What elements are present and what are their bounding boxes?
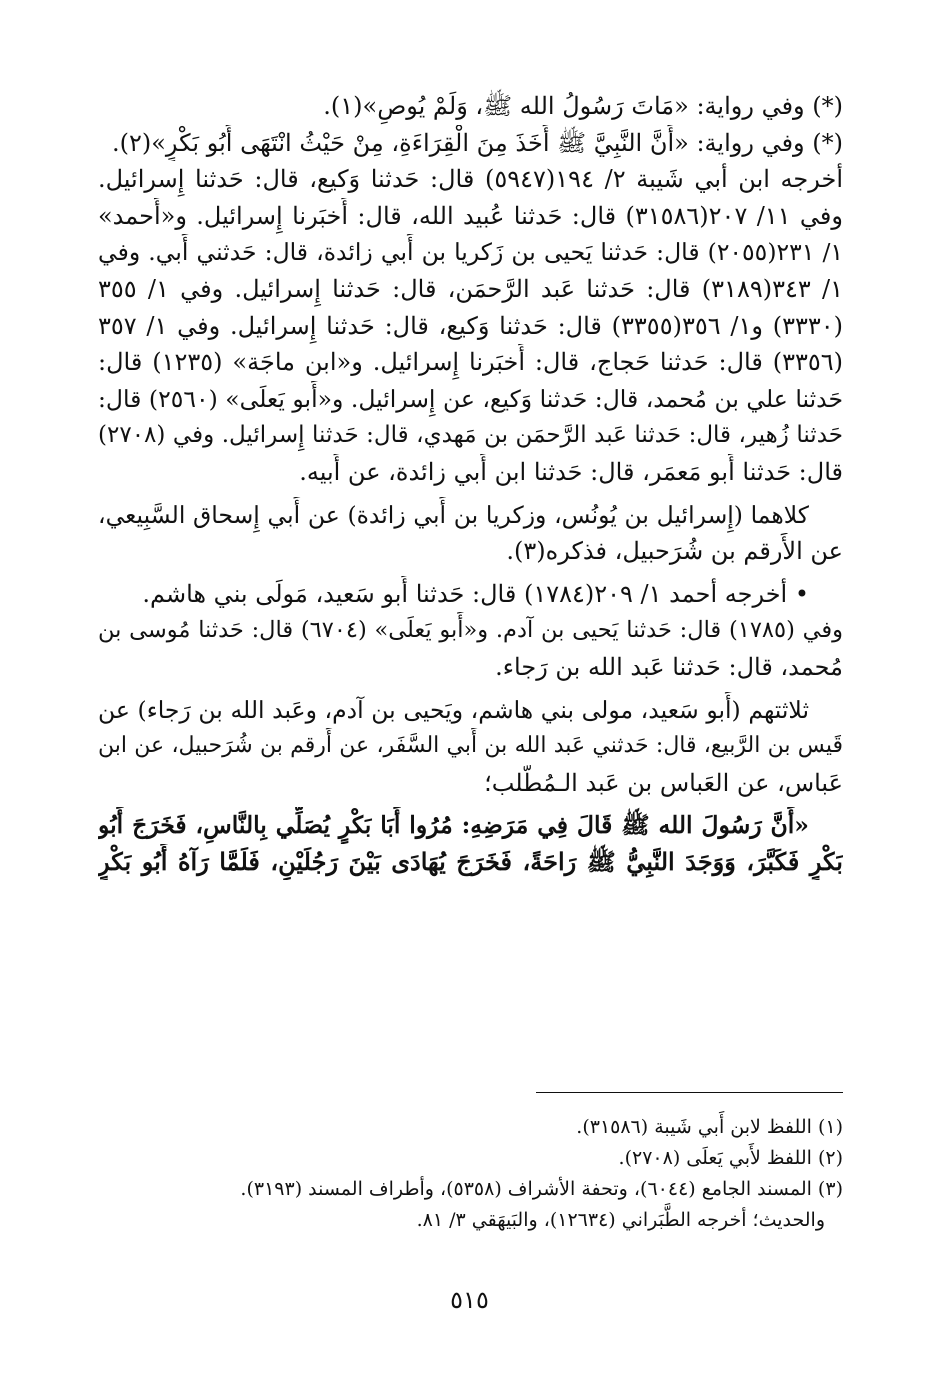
- text-line: وفي ١١/ ٢٠٧(٣١٥٨٦) قال: حَدثنا عُبيد الله، قال: أَخبَرنا إِسرائيل. و«أَحمد»: [98, 201, 843, 230]
- footnote-continuation: والحديث؛ أخرجه الطَّبَراني (١٢٦٣٤)، والبَيهَقي ٣/ ٨١.: [416, 1209, 825, 1231]
- text-line: كلاهما (إِسرائيل بن يُونُس، وزكريا بن أَبي زائدة) عن أَبي إِسحاق السَّبِيعي،: [98, 500, 809, 529]
- text-line: • أخرجه أحمد ١/ ٢٠٩(١٧٨٤) قال: حَدثنا أَبو سَعيد، مَولَى بني هاشم.: [142, 579, 809, 608]
- text-line: (٣٣٣٠) و١/ ٣٥٦(٣٣٥٥) قال: حَدثنا وَكيع، قال: حَدثنا إِسرائيل. وفي ١/ ٣٥٧: [98, 311, 843, 340]
- text-line: حَدثنا زُهير، قال: حَدثنا عَبد الرَّحمَن بن مَهدي، قال: حَدثنا إِسرائيل. وفي (٢٧٠٨): [98, 422, 843, 449]
- text-line: وفي (١٧٨٥) قال: حَدثنا يَحيى بن آدم. و«أَبو يَعلَى» (٦٧٠٤) قال: حَدثنا مُوسى بن: [98, 617, 843, 644]
- text-line: أخرجه ابن أبي شَيبة ٢/ ١٩٤(٥٩٤٧) قال: حَدثنا وَكيع، قال: حَدثنا إِسرائيل.: [98, 165, 843, 194]
- text-line: (*) وفي رواية: «أَنَّ النَّبِيَّ ﷺ أَخَذَ مِنَ الْقِرَاءَةِ، مِنْ حَيْثُ انْتَهَى أَبُو بَكْرٍ»(٢).: [111, 128, 843, 157]
- text-line: قَيس بن الرَّبيع، قال: حَدثني عَبد الله بن أَبي السَّفَر، عن أَرقم بن شُرَحبيل، عن ابن: [98, 733, 843, 759]
- text-line: عن الأَرقم بن شُرَحبيل، فذكره(٣).: [506, 537, 843, 566]
- text-line: ١/ ٣٤٣(٣١٨٩) قال: حَدثنا عَبد الرَّحمَن، قال: حَدثنا إِسرائيل. وفي ١/ ٣٥٥: [98, 274, 843, 303]
- footnote: (٢) اللفظ لأَبي يَعلَى (٢٧٠٨).: [618, 1147, 843, 1169]
- footnotes: [98, 1112, 843, 1236]
- footnote: (٣) المسند الجامع (٦٠٤٤)، وتحفة الأشراف (٥٣٥٨)، وأطراف المسند (٣١٩٣).: [240, 1178, 843, 1200]
- text-line: ثلاثتهم (أَبو سَعيد، مولى بني هاشم، ويَحيى بن آدم، وعَبد الله بن رَجاء) عن: [98, 695, 809, 724]
- main-text: [98, 88, 843, 880]
- text-line: ١/ ٢٣١(٢٠٥٥) قال: حَدثنا يَحيى بن زَكريا بن أَبي زائدة، قال: حَدثني أَبي. وفي: [98, 238, 843, 267]
- text-line: حَدثنا علي بن مُحمد، قال: حَدثنا وَكيع، عن إِسرائيل. و«أَبو يَعلَى» (٢٥٦٠) قال:: [98, 384, 843, 413]
- footnote-divider: [536, 1092, 843, 1093]
- text-line: قال: حَدثنا أَبو مَعمَر، قال: حَدثنا ابن أَبي زائدة، عن أَبيه.: [299, 457, 843, 486]
- text-line: (*) وفي رواية: «مَاتَ رَسُولُ الله ﷺ، وَلَمْ يُوصِ»(١).: [323, 92, 843, 120]
- footnote: (١) اللفظ لابن أَبي شَيبة (٣١٥٨٦).: [576, 1116, 843, 1138]
- text-line: (٣٣٥٦) قال: حَدثنا حَجاج، قال: أَخبَرنا إِسرائيل. و«ابن ماجَة» (١٢٣٥) قال:: [98, 348, 843, 377]
- text-line: عَباس، عن العَباس بن عَبد الـمُطَّلب؛: [484, 768, 843, 797]
- page-number: ٥١٥: [450, 1286, 489, 1314]
- text-line: مُحمد، قال: حَدثنا عَبد الله بن رَجاء.: [495, 652, 843, 681]
- text-line: «أَنَّ رَسُولَ الله ﷺ قَالَ فِي مَرَضِهِ: مُرُوا أَبَا بَكْرٍ يُصَلِّي بِالنَّاسِ، فَخَرَجَ أَبُو: [98, 811, 809, 840]
- text-line: بَكْرٍ فَكَبَّرَ، وَوَجَدَ النَّبِيُّ ﷺ رَاحَةً، فَخَرَجَ يُهَادَى بَيْنَ رَجُلَيْنِ، فَلَمَّا رَآهُ أَبُو بَكْرٍ: [98, 846, 843, 876]
